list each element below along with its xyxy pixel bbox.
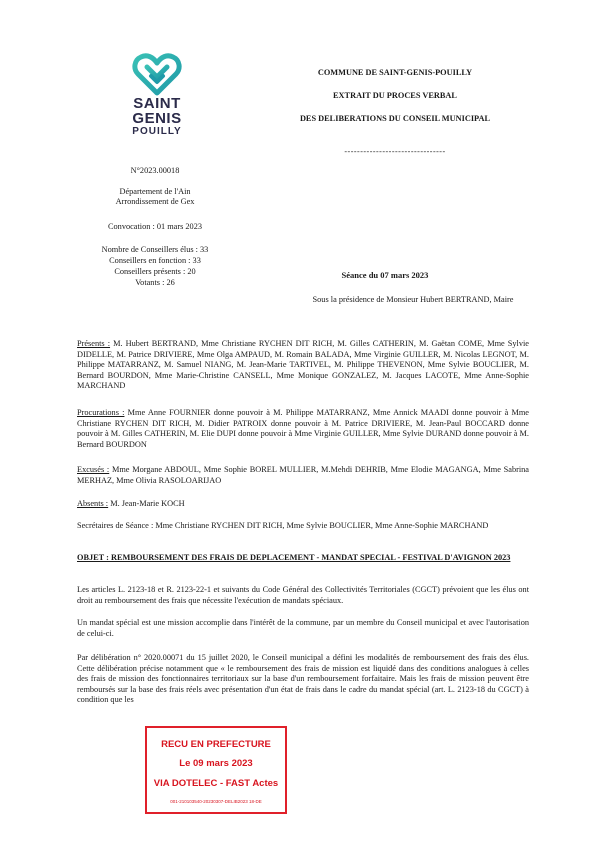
paragraph-3-text: Par délibération n° 2020.00071 du 15 juillet 2020, le Conseil municipal a défini les modalités de remboursement des frais des élus. Cette délibération précise notamment que « le remboursement des frais de mission est liquidé dans des conditions analogues à celles des frais de mission des fonctionnaires territoriaux sur la base d'un remboursement forfaitaire. Mais les frais de mission peuvent être remboursés sur la base des frais réels avec présentation d'un état de frais dans le cadre du mandat spécial (art. L. 2123-18 du CGCT) à condition que les: [77, 653, 529, 705]
deliberation-number: N°2023.00018: [130, 166, 180, 175]
conseillers-en-fonction: Conseillers en fonction : 33: [109, 256, 201, 265]
deliberations-title: DES DELIBERATIONS DU CONSEIL MUNICIPAL: [299, 114, 491, 123]
logo-line-genis: GENIS: [132, 110, 182, 127]
convocation-date: Convocation : 01 mars 2023: [107, 222, 203, 231]
conseillers-presents: Conseillers présents : 20: [114, 267, 196, 276]
stamp-line-via: VIA DOTELEC - FAST Actes: [153, 778, 279, 789]
saint-genis-pouilly-logo: [112, 52, 202, 142]
stamp-line-reference: 001-210103540-20230307-DELIB2023 18-DE: [170, 799, 262, 804]
logo-line-saint: SAINT: [133, 95, 181, 112]
procurations-text: Mme Anne FOURNIER donne pouvoir à M. Philippe MATARRANZ, Mme Annick MAADI donne pouvoir à Mme Christiane RYCHEN DIT RICH, M. Didier PATROIX donne pouvoir à M. Patrice DRIVIERE, M. Jean-Paul BOCCARD donne pouvoir à M. Gilles CATHERIN, M. Elie DUPI donne pouvoir à Mme Virginie GUILLER, Mme Sylvie DURAND donne pouvoir à M. Bernard BOURDON: [77, 408, 529, 449]
objet-text: OBJET : REMBOURSEMENT DES FRAIS DE DEPLACEMENT - MANDAT SPECIAL - FESTIVAL D'AVIGNON 2023: [77, 553, 511, 562]
presents-paragraph: [77, 339, 529, 392]
paragraph-1-text: Les articles L. 2123-18 et R. 2123-22-1 et suivants du Code Général des Collectivités Territoriales (CGCT) prévoient que les élus ont droit au remboursement des frais que nécessite l'exécution de mandats spéciaux.: [77, 585, 529, 605]
commune-title: COMMUNE DE SAINT-GENIS-POUILLY: [317, 68, 473, 77]
objet-heading: [77, 553, 529, 564]
stamp-line-recu: RECU EN PREFECTURE: [161, 739, 271, 750]
absents-text: M. Jean-Marie KOCH: [108, 499, 185, 508]
header-separator: --------------------------------: [344, 147, 446, 156]
absents-label: Absents :: [77, 499, 109, 508]
presents-label: Présents :: [77, 339, 111, 348]
excuses-text: Mme Morgane ABDOUL, Mme Sophie BOREL MULLIER, M.Mehdi DEHRIB, Mme Elodie MAGANGA, Mme Sabrina MERHAZ, Mme Olivia RASOLOARIJAO: [77, 465, 529, 485]
procurations-paragraph: [77, 408, 529, 450]
secretaires-text: Secrétaires de Séance : Mme Christiane RYCHEN DIT RICH, Mme Sylvie BOUCLIER, Mme Anne-Sophie MARCHAND: [77, 521, 489, 530]
presents-text: M. Hubert BERTRAND, Mme Christiane RYCHEN DIT RICH, M. Gilles CATHERIN, M. Gaëtan COME, Mme Sylvie DIDELLE, M. Patrice DRIVIERE, Mme Olga AMPAUD, M. Romain BALADA, Mme Virginie GUILLER, M. Nicolas LEGNOT, M. Philippe MATARRANZ, M. Samuel NIANG, M. Jean-Marie TARTIVEL, M. Philippe THEVENON, Mme Sylvie BOUCLIER, M. Bernard BOURDON, Mme Marie-Christine CANSELL, Mme Monique GONZALEZ, M. Jacques LACOTE, Mme Anne-Sophie MARCHAND: [77, 339, 529, 391]
secretaires-paragraph: [77, 521, 529, 532]
paragraph-2: [77, 618, 529, 639]
excuses-paragraph: [77, 465, 529, 486]
logo-text: [112, 96, 202, 138]
conseillers-elus: Nombre de Conseillers élus : 33: [101, 245, 209, 254]
prefecture-stamp: [145, 726, 287, 814]
absents-paragraph: [77, 499, 529, 510]
paragraph-2-text: Un mandat spécial est une mission accomplie dans l'intérêt de la commune, par un membre du Conseil municipal et avec l'autorisation de celui-ci.: [77, 618, 529, 638]
excuses-label: Excusés :: [77, 465, 110, 474]
extrait-title: EXTRAIT DU PROCES VERBAL: [333, 91, 457, 100]
seance-date: Séance du 07 mars 2023: [341, 270, 429, 280]
votants: Votants : 26: [135, 278, 175, 287]
paragraph-3: [77, 653, 529, 706]
presidence: Sous la présidence de Monsieur Hubert BERTRAND, Maire: [312, 295, 514, 304]
paragraph-1: [77, 585, 529, 606]
stamp-line-date: Le 09 mars 2023: [179, 758, 253, 769]
departement: Département de l'Ain: [119, 187, 191, 196]
heart-logo-icon: [132, 52, 182, 96]
procurations-label: Procurations :: [77, 408, 125, 417]
logo-line-pouilly: POUILLY: [132, 126, 182, 137]
arrondissement: Arrondissement de Gex: [115, 197, 195, 206]
